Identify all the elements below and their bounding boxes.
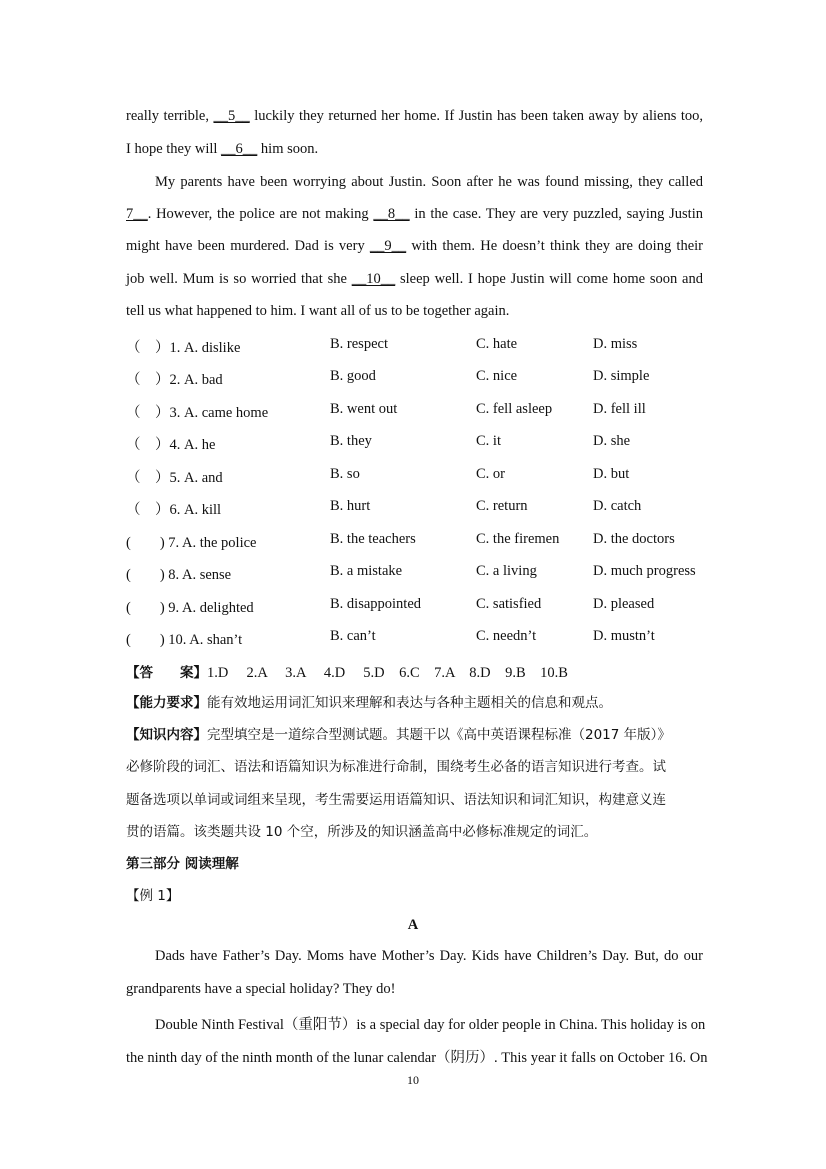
example-label: 【例 1】 [126, 888, 180, 904]
answer-key [126, 661, 703, 682]
question-row: ( ) 7. A. the police B. the teachers C. the firemen D. the doctors [126, 531, 675, 551]
question-row: ( ) 8. A. sense B. a mistake C. a living D. much progress [126, 563, 696, 583]
blank-9: __9__ [369, 238, 407, 254]
question-row: （ ）1. A. dislike B. respect C. hate D. miss [126, 336, 638, 356]
question-row: ( ) 9. A. delighted B. disappointed C. satisfied D. pleased [126, 596, 655, 616]
passage-line: job well. Mum is so worried that she __10__ sleep well. I hope Justin will come home soon and [126, 271, 703, 287]
passage-line: tell us what happened to him. I want all of us to be together again. [126, 303, 510, 319]
question-row: （ ）2. A. bad B. good C. nice D. simple [126, 368, 650, 388]
question-row: （ ）6. A. kill B. hurt C. return D. catch [126, 498, 642, 518]
reading-line: Double Ninth Festival（重阳节）is a special day for older people in China. This holiday is on [155, 1017, 706, 1033]
section-title: 第三部分 阅读理解 [126, 856, 239, 872]
reading-line: Dads have Father’s Day. Moms have Mother’s Day. Kids have Children’s Day. But, do our [155, 948, 703, 964]
blank-10: __10__ [351, 271, 396, 287]
reading-line: grandparents have a special holiday? They do! [126, 981, 396, 997]
reading-line: the ninth day of the ninth month of the lunar calendar（阴历）. This year it falls on October 16. On [126, 1050, 708, 1066]
ability-requirement: 【能力要求】能有效地运用词汇知识来理解和表达与各种主题相关的信息和观点。 [126, 695, 612, 711]
knowledge-content: 【知识内容】完型填空是一道综合型测试题。其题干以《高中英语课程标准（2017 年版）》 [126, 727, 671, 743]
passage-line: really terrible, __5__ luckily they returned her home. If Justin has been taken away by aliens too, [126, 108, 703, 124]
knowledge-line: 题备选项以单词或词组来呈现，考生需要运用语篇知识、语法知识和词汇知识，构建意义连 [126, 792, 666, 808]
passage-heading: A [407, 917, 419, 933]
passage-line: might have been murdered. Dad is very __9__ with them. He doesn’t think they are doing their [126, 238, 703, 254]
knowledge-line: 必修阶段的词汇、语法和语篇知识为标准进行命制，围绕考生必备的语言知识进行考查。试 [126, 759, 666, 775]
page-number: 10 [407, 1073, 419, 1087]
passage-line: I hope they will __6__ him soon. [126, 141, 319, 157]
blank-7: 7__ [126, 206, 148, 222]
passage-line: My parents have been worrying about Justin. Soon after he was found missing, they called [155, 174, 703, 190]
answer-label: 【答 案】 [126, 665, 207, 681]
answer-text: 1.D 2.A 3.A 4.D 5.D 6.C 7.A 8.D 9.B 10.B [207, 665, 568, 681]
question-row: （ ）3. A. came home B. went out C. fell asleep D. fell ill [126, 401, 646, 421]
blank-8: __8__ [373, 206, 410, 222]
blank-6: __6__ [221, 141, 258, 157]
question-row: （ ）4. A. he B. they C. it D. she [126, 433, 631, 453]
question-row: ( ) 10. A. shan’t B. can’t C. needn’t D. mustn’t [126, 628, 655, 648]
passage-line: 7__. However, the police are not making __8__ in the case. They are very puzzled, saying Justin [126, 206, 703, 222]
blank-5: __5__ [213, 108, 250, 124]
question-row: （ ）5. A. and B. so C. or D. but [126, 466, 630, 486]
knowledge-line: 贯的语篇。该类题共设 10 个空，所涉及的知识涵盖高中必修标准规定的词汇。 [126, 824, 598, 840]
